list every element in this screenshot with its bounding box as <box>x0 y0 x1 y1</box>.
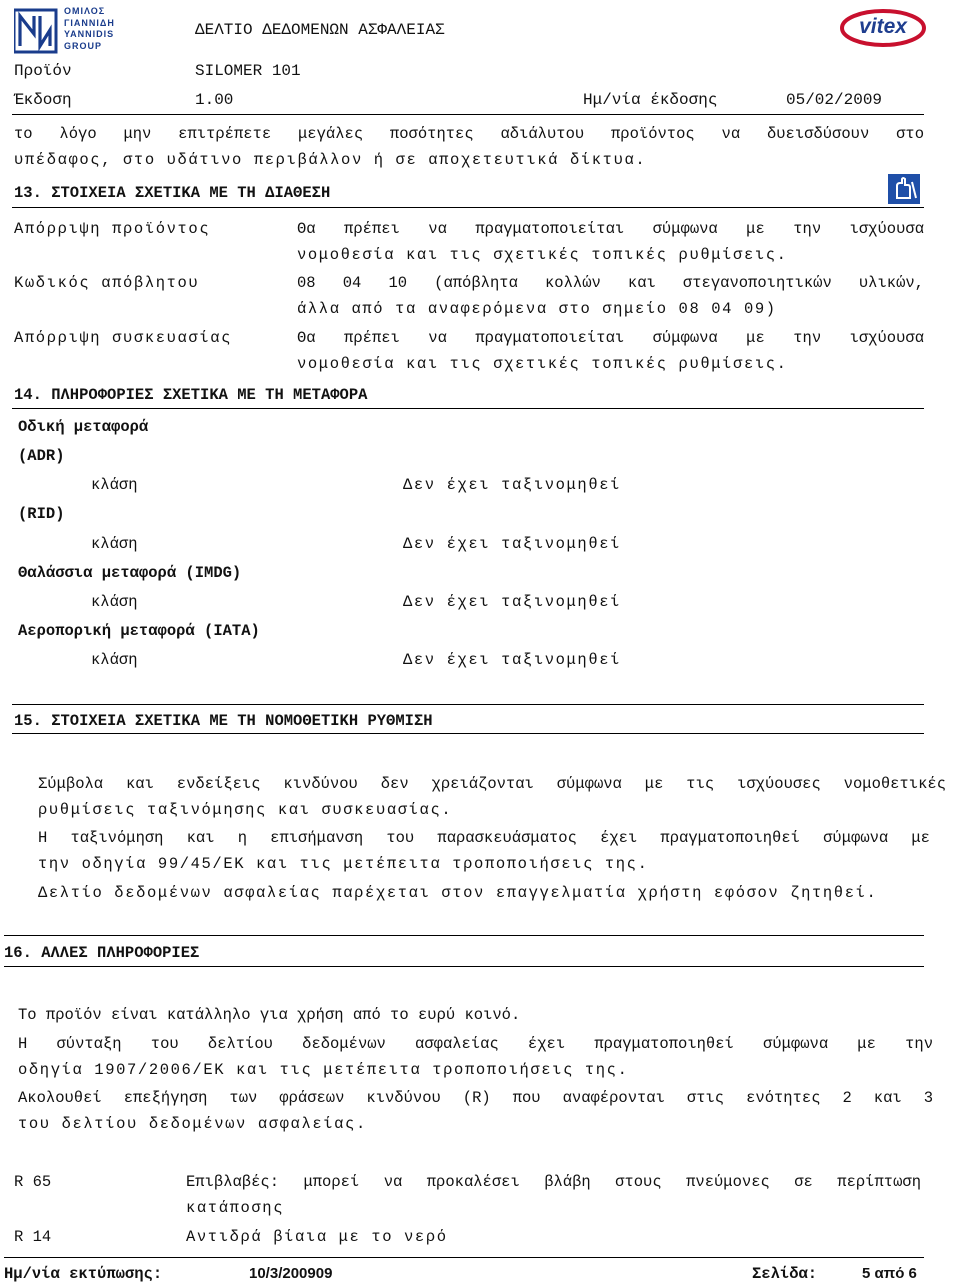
hand-disposal-icon <box>888 174 920 204</box>
imdg-class-label: κλάση <box>91 593 138 611</box>
page-number: 5 από 6 <box>862 1265 917 1282</box>
adr-class-value: Δεν έχει ταξινομηθεί <box>403 476 622 494</box>
rid-label: (RID) <box>18 505 65 523</box>
imdg-class-value: Δεν έχει ταξινομηθεί <box>403 593 622 611</box>
document-title: ΔΕΛΤΙΟ ΔΕΔΟΜΕΝΩΝ ΑΣΦΑΛΕΙΑΣ <box>195 21 445 39</box>
issue-date-label: Ημ/νία έκδοσης <box>583 91 718 109</box>
intro-line-2: υπέδαφος, στο υδάτινο περιβάλλον ή σε αποχετευτικά δίκτυα. <box>14 151 647 169</box>
section-14-divider <box>12 408 924 409</box>
disposal-product-label: Απόρριψη προϊόντος <box>14 220 211 238</box>
adr-class-label: κλάση <box>91 476 138 494</box>
disposal-packaging-text-2: νομοθεσία και τις σχετικές τοπικές ρυθμίσεις. <box>297 355 788 373</box>
rid-class-label: κλάση <box>91 535 138 553</box>
rid-class-value: Δεν έχει ταξινομηθεί <box>403 535 622 553</box>
edition-value: 1.00 <box>195 91 234 109</box>
section-16-top-divider <box>4 935 924 936</box>
waste-code-text-1: 08 04 10 (απόβλητα κολλών και στεγανοποιητικών υλικών, <box>297 274 924 292</box>
r-phrase-code: R 65 <box>14 1173 52 1191</box>
section-16-p3-line-1: Ακολουθεί επεξήγηση των φράσεων κινδύνου (R) που αναφέρονται στις ενότητες 2 και 3 <box>18 1089 933 1107</box>
section-15-p2-line-2: την οδηγία 99/45/ΕΚ και τις μετέπειτα τροποποιήσεις της. <box>38 855 649 873</box>
disposal-product-text-2: νομοθεσία και τις σχετικές τοπικές ρυθμίσεις. <box>297 246 788 264</box>
section-16-p2-line-2: οδηγία 1907/2006/ΕΚ και τις μετέπειτα τροποποιήσεις της. <box>18 1061 629 1079</box>
page-label: Σελίδα: <box>752 1265 818 1283</box>
waste-code-text-2: άλλα από τα αναφερόμενα στο σημείο 08 04 09) <box>297 300 777 318</box>
section-16-p1: Το προϊόν είναι κατάλληλο για χρήση από το ευρύ κοινό. <box>18 1006 521 1024</box>
iata-class-value: Δεν έχει ταξινομηθεί <box>403 651 622 669</box>
disposal-packaging-label: Απόρριψη συσκευασίας <box>14 329 233 347</box>
section-15-p1-line-2: ρυθμίσεις ταξινόμησης και συσκευασίας. <box>38 801 453 819</box>
product-label: Προϊόν <box>14 62 72 80</box>
r-phrase-code: R 14 <box>14 1228 52 1246</box>
adr-label: (ADR) <box>18 447 65 465</box>
sea-transport-label: Θαλάσσια μεταφορά (IMDG) <box>18 564 242 582</box>
section-15-divider <box>12 733 924 734</box>
section-15-top-divider <box>12 704 924 705</box>
disposal-product-text-1: Θα πρέπει να πραγματοποιείται σύμφωνα με την ισχύουσα <box>297 220 924 238</box>
print-date-value: 10/3/200909 <box>249 1265 333 1282</box>
print-date-label: Ημ/νία εκτύπωσης: <box>4 1265 163 1283</box>
disposal-packaging-text-1: Θα πρέπει να πραγματοποιείται σύμφωνα με την ισχύουσα <box>297 329 924 347</box>
issue-date-value: 05/02/2009 <box>786 91 883 109</box>
vitex-logo: vitex <box>840 8 926 48</box>
waste-code-label: Κωδικός απόβλητου <box>14 274 200 292</box>
section-14-title: 14. ΠΛΗΡΟΦΟΡΙΕΣ ΣΧΕΤΙΚΑ ΜΕ ΤΗ ΜΕΤΑΦΟΡΑ <box>14 386 368 404</box>
logo-text: ΟΜΙΛΟΣ ΓΙΑΝΝΙΔΗ YANNIDIS GROUP <box>64 6 115 51</box>
footer-divider <box>4 1257 924 1258</box>
section-15-p3: Δελτίο δεδομένων ασφαλείας παρέχεται στον επαγγελματία χρήστη εφόσον ζητηθεί. <box>38 884 878 902</box>
iata-class-label: κλάση <box>91 651 138 669</box>
road-transport-label: Οδική μεταφορά <box>18 418 149 436</box>
section-16-p3-line-2: του δελτίου δεδομένων ασφαλείας. <box>18 1115 367 1133</box>
r-phrase-text-line-1: Επιβλαβές: μπορεί να προκαλέσει βλάβη στους πνεύμονες σε περίπτωση <box>186 1173 921 1191</box>
section-15-p2-line-1: Η ταξινόμηση και η επισήμανση του παρασκευάσματος έχει πραγματοποιηθεί σύμφωνα με <box>38 829 930 847</box>
r-phrase-text-line-1: Αντιδρά βίαια με το νερό <box>186 1228 448 1246</box>
section-16-title: 16. ΑΛΛΕΣ ΠΛΗΡΟΦΟΡΙΕΣ <box>4 944 200 962</box>
section-13-divider <box>12 207 924 208</box>
product-value: SILOMER 101 <box>195 62 301 80</box>
section-16-p2-line-1: Η σύνταξη του δελτίου δεδομένων ασφαλείας έχει πραγματοποιηθεί σύμφωνα με την <box>18 1035 933 1053</box>
section-13-title: 13. ΣΤΟΙΧΕΙΑ ΣΧΕΤΙΚΑ ΜΕ ΤΗ ΔΙΑΘΕΣΗ <box>14 184 331 202</box>
section-15-title: 15. ΣΤΟΙΧΕΙΑ ΣΧΕΤΙΚΑ ΜΕ ΤΗ ΝΟΜΟΘΕΤΙΚΗ ΡΥΘΜΙΣΗ <box>14 712 433 730</box>
section-15-p1-line-1: Σύμβολα και ενδείξεις κινδύνου δεν χρειάζονται σύμφωνα με τις ισχύουσες νομοθετικές <box>38 775 946 793</box>
section-16-divider <box>4 966 924 967</box>
r-phrase-text-line-2: κατάποσης <box>186 1199 285 1217</box>
air-transport-label: Αεροπορική μεταφορά (IATA) <box>18 622 260 640</box>
edition-label: Έκδοση <box>14 91 72 109</box>
header-divider <box>12 114 924 115</box>
intro-line-1: το λόγο μην επιτρέπετε μεγάλες ποσότητες αδιάλυτου προϊόντος να δυεισδύσουν στο <box>14 125 924 143</box>
